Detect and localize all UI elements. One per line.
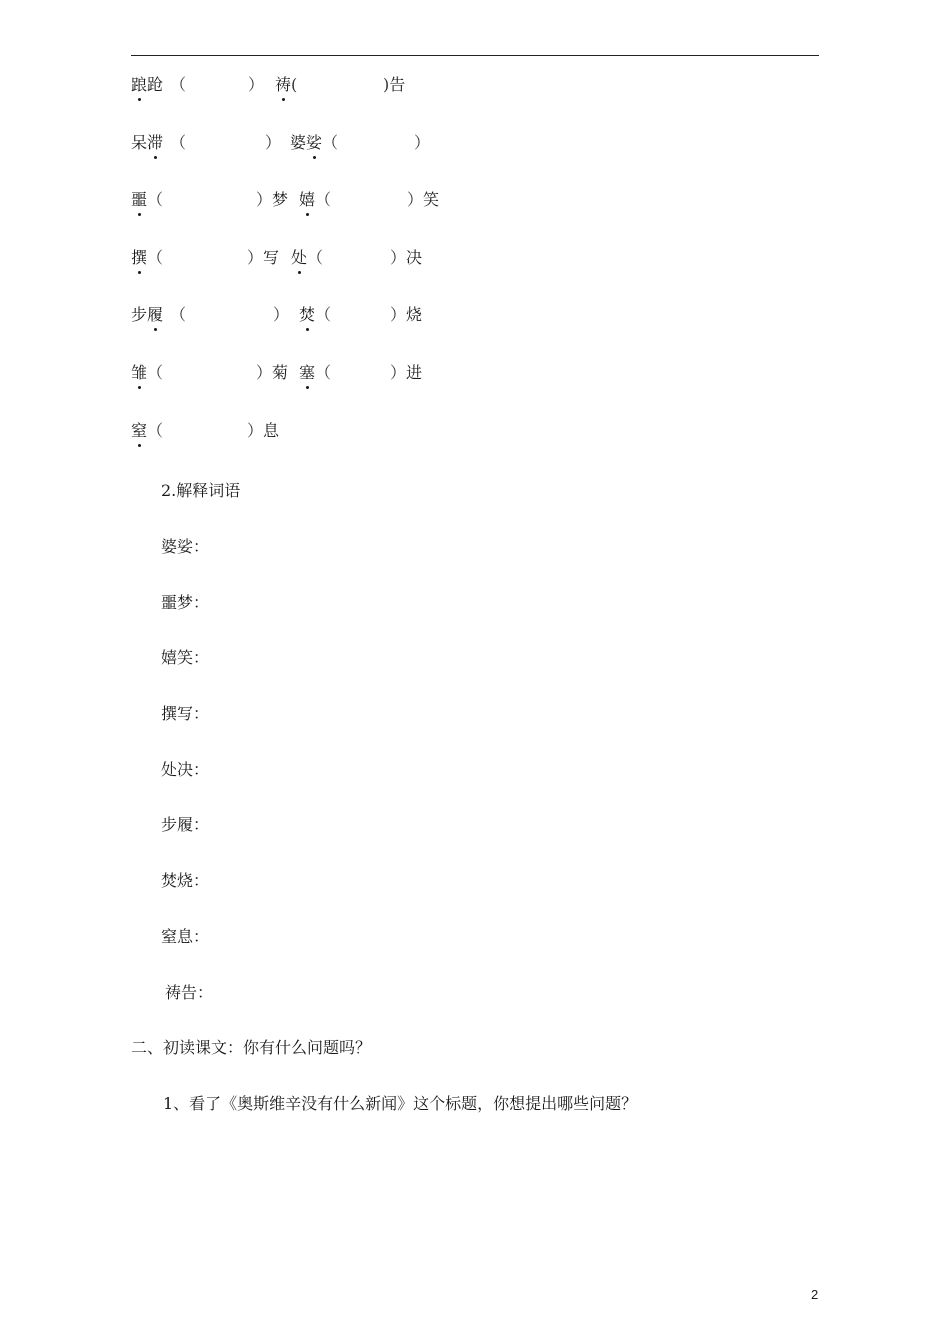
pinyin-row-5-b-tail: ）烧 bbox=[390, 305, 423, 324]
pinyin-row-1-b: 祷( bbox=[275, 75, 298, 94]
section-heading: 二、初读课文：你有什么问题吗？ bbox=[131, 1038, 372, 1057]
definition-item: 婆娑： bbox=[161, 537, 210, 556]
header-rule bbox=[131, 55, 819, 56]
dotted-char: 撰 bbox=[131, 248, 148, 267]
pinyin-row-4-b-tail: ）决 bbox=[390, 248, 423, 267]
definition-item: 祷告： bbox=[165, 983, 214, 1002]
dotted-char: 噩 bbox=[131, 190, 148, 209]
pinyin-row-1 bbox=[131, 75, 163, 95]
word-char: 婆 bbox=[290, 133, 307, 152]
word-char: 梦 bbox=[272, 190, 289, 209]
dotted-char: 履 bbox=[147, 305, 164, 324]
dotted-char: 窒 bbox=[131, 421, 148, 440]
pinyin-row-2-b: 婆娑（ bbox=[290, 133, 339, 152]
dotted-char: 雏 bbox=[131, 363, 148, 382]
word-char: 写 bbox=[263, 248, 280, 267]
pinyin-row-5-b: 焚（ bbox=[299, 305, 332, 324]
word-char: 烧 bbox=[406, 305, 423, 324]
paren-open: （ bbox=[170, 133, 187, 152]
pinyin-row-4: 撰（ bbox=[131, 248, 164, 267]
pinyin-row-3-b: 嬉（ bbox=[299, 190, 332, 209]
dotted-char: 处 bbox=[291, 248, 308, 267]
paren-close: ） bbox=[273, 305, 290, 324]
word-char: 菊 bbox=[272, 363, 289, 382]
section-title: 2.解释词语 bbox=[161, 481, 241, 500]
paren-open: （ bbox=[170, 305, 187, 324]
word-char: 决 bbox=[406, 248, 423, 267]
pinyin-row-3-a-tail: ）梦 bbox=[256, 190, 289, 209]
dotted-char: 祷 bbox=[275, 75, 292, 94]
pinyin-row-2 bbox=[131, 133, 163, 153]
dotted-char: 踉 bbox=[131, 75, 148, 94]
pinyin-row-6-b-tail: ）进 bbox=[390, 363, 423, 382]
question-text: 1、看了《奥斯维辛没有什么新闻》这个标题，你想提出哪些问题？ bbox=[163, 1094, 638, 1113]
pinyin-row-3-b-tail: ）笑 bbox=[407, 190, 440, 209]
dotted-char: 嬉 bbox=[299, 190, 316, 209]
paren-close: ） bbox=[414, 133, 431, 152]
pinyin-row-6: 雏（ bbox=[131, 363, 164, 382]
definition-item: 步履： bbox=[161, 815, 210, 834]
definition-item: 噩梦： bbox=[161, 593, 210, 612]
word-char: 呆 bbox=[131, 133, 148, 152]
pinyin-row-4-a-tail: ）写 bbox=[247, 248, 280, 267]
dotted-char: 塞 bbox=[299, 363, 316, 382]
dotted-char: 焚 bbox=[299, 305, 316, 324]
word-char: 笑 bbox=[423, 190, 440, 209]
word-char: 息 bbox=[263, 421, 280, 440]
paren-close: ） bbox=[265, 133, 282, 152]
word-char: 步 bbox=[131, 305, 148, 324]
definition-item: 嬉笑： bbox=[161, 648, 210, 667]
pinyin-row-7: 窒（ bbox=[131, 421, 164, 440]
pinyin-row-7-a-tail: ）息 bbox=[247, 421, 280, 440]
paren-open: （ bbox=[170, 75, 187, 94]
page-number: 2 bbox=[811, 1287, 819, 1302]
pinyin-row-3: 噩（ bbox=[131, 190, 164, 209]
pinyin-row-1-b-tail: )告 bbox=[383, 75, 406, 94]
definition-item: 撰写： bbox=[161, 704, 210, 723]
dotted-char: 滞 bbox=[147, 133, 164, 152]
word-char: 进 bbox=[406, 363, 423, 382]
word-char: 跄 bbox=[147, 75, 164, 94]
pinyin-row-5 bbox=[131, 305, 163, 325]
definition-item: 窒息： bbox=[161, 927, 210, 946]
pinyin-row-6-b: 塞（ bbox=[299, 363, 332, 382]
paren-close: ） bbox=[248, 75, 265, 94]
pinyin-row-4-b: 处（ bbox=[291, 248, 324, 267]
word-char: 告 bbox=[389, 75, 406, 94]
definition-item: 焚烧： bbox=[161, 871, 210, 890]
pinyin-row-6-a-tail: ）菊 bbox=[256, 363, 289, 382]
dotted-char: 娑 bbox=[306, 133, 323, 152]
definition-item: 处决： bbox=[161, 760, 210, 779]
